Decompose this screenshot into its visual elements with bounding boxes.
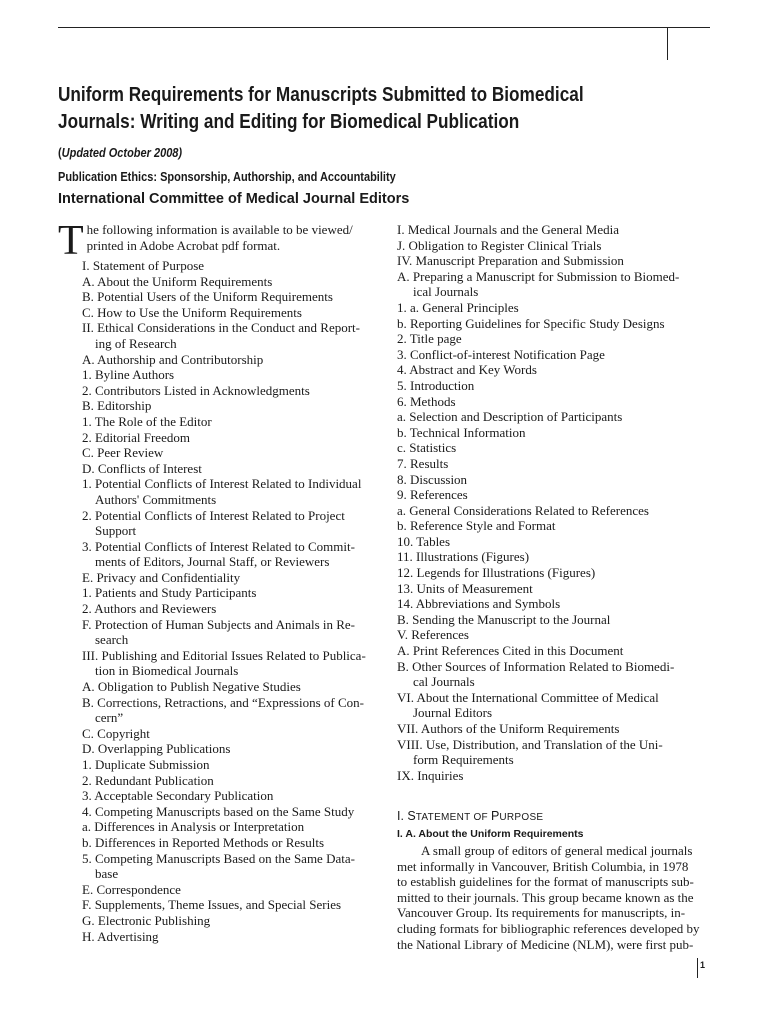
toc-item: III. Publishing and Editorial Issues Related to Publica- [82, 647, 366, 663]
toc-item: 2. Potential Conflicts of Interest Related to Project [82, 507, 345, 523]
toc-item: b. Technical Information [397, 424, 526, 440]
toc-item: 6. Methods [397, 393, 456, 409]
toc-item: 1. Byline Authors [82, 367, 175, 383]
toc-item: IX. Inquiries [397, 767, 464, 783]
toc-item: b. Reference Style and Format [397, 518, 556, 534]
toc-item-continued: search [95, 632, 129, 648]
toc-item: J. Obligation to Register Clinical Trials [397, 237, 602, 253]
header-rule-tick [667, 27, 668, 60]
toc-item: I. Medical Journals and the General Media [397, 222, 620, 237]
toc-item: C. Copyright [82, 725, 150, 741]
toc-item: IV. Manuscript Preparation and Submission [397, 253, 624, 269]
toc-item-continued: cal Journals [413, 674, 475, 690]
body-line: the National Library of Medicine (NLM), were first pub- [397, 936, 694, 952]
toc-item: 10. Tables [397, 533, 451, 549]
committee-name: International Committee of Medical Journal Editors [58, 191, 410, 207]
page-number: 1 [700, 960, 706, 970]
intro-line: printed in Adobe Acrobat pdf format. [86, 237, 281, 253]
toc-item: 4. Abstract and Key Words [397, 362, 537, 378]
toc-item: 1. Patients and Study Participants [82, 585, 257, 601]
section-heading: I. STATEMENT OF PURPOSE [397, 809, 544, 823]
toc-item: V. References [397, 627, 469, 643]
body-line: A small group of editors of general medical journals [421, 843, 693, 858]
toc-item: B. Other Sources of Information Related to Biomedi- [397, 658, 675, 674]
toc-item: B. Sending the Manuscript to the Journal [397, 611, 611, 627]
toc-item: VIII. Use, Distribution, and Translation of the Uni- [397, 736, 663, 752]
toc-item: VI. About the International Committee of Medical [397, 689, 659, 705]
body-paragraph [397, 843, 712, 952]
toc-item: I. Statement of Purpose [82, 258, 205, 273]
title-line: Journals: Writing and Editing for Biomedical Publication [58, 111, 520, 133]
toc-item: 3. Potential Conflicts of Interest Related to Commit- [82, 538, 355, 554]
toc-item: 2. Authors and Reviewers [82, 601, 217, 617]
toc-item: 2. Title page [397, 331, 462, 347]
toc-item: A. Obligation to Publish Negative Studies [82, 679, 301, 695]
toc-item: C. Peer Review [82, 445, 164, 461]
toc-item-continued: Journal Editors [413, 705, 493, 721]
body-line: to establish guidelines for the format of manuscripts sub- [397, 874, 694, 890]
header-rule [58, 27, 710, 28]
intro-paragraph [58, 218, 370, 264]
toc-item: 3. Acceptable Secondary Publication [82, 788, 274, 804]
title-line: Uniform Requirements for Manuscripts Submitted to Biomedical [58, 84, 584, 106]
updated-note: (Updated October 2008) [58, 146, 183, 160]
toc-item: B. Corrections, Retractions, and “Expressions of Con- [82, 694, 364, 710]
toc-item: a. General Considerations Related to References [397, 502, 649, 518]
toc-item: 2. Redundant Publication [82, 772, 214, 788]
toc-item: A. About the Uniform Requirements [82, 273, 273, 289]
toc-item: 1. Potential Conflicts of Interest Related to Individual [82, 476, 362, 492]
body-line: cluding formats for bibliographic references developed by [397, 920, 700, 936]
toc-item-continued: ing of Research [95, 335, 177, 351]
toc-item-continued: base [95, 866, 119, 882]
subsection-heading: I. A. About the Uniform Requirements [397, 828, 584, 840]
toc-item: A. Print References Cited in this Document [397, 643, 624, 659]
toc-item: 4. Competing Manuscripts based on the Same Study [82, 803, 355, 819]
toc-item: C. How to Use the Uniform Requirements [82, 304, 302, 320]
body-line: Vancouver Group. Its requirements for manuscripts, in- [397, 905, 686, 921]
toc-item: G. Electronic Publishing [82, 912, 211, 928]
document-title [58, 82, 712, 136]
toc-item: VII. Authors of the Uniform Requirements [397, 721, 620, 736]
toc-right-column [397, 222, 712, 783]
toc-item-continued: Authors' Commitments [95, 491, 217, 507]
toc-item: b. Differences in Reported Methods or Results [82, 834, 325, 850]
toc-item-continued: tion in Biomedical Journals [95, 663, 239, 679]
toc-item: A. Preparing a Manuscript for Submission to Biomed- [397, 268, 680, 284]
toc-item: B. Editorship [82, 398, 152, 414]
page-number-bar [697, 958, 698, 978]
toc-item: a. Selection and Description of Participants [397, 409, 623, 425]
toc-item-continued: ments of Editors, Journal Staff, or Reviewers [95, 554, 330, 570]
toc-item: 1. a. General Principles [397, 299, 519, 315]
toc-item: B. Potential Users of the Uniform Requirements [82, 289, 333, 305]
toc-item: 3. Conflict-of-interest Notification Page [397, 346, 605, 362]
toc-item: A. Authorship and Contributorship [82, 351, 264, 367]
toc-item: a. Differences in Analysis or Interpretation [82, 819, 305, 835]
toc-item: b. Reporting Guidelines for Specific Study Designs [397, 315, 665, 331]
toc-item: E. Privacy and Confidentiality [82, 569, 241, 585]
toc-item: D. Overlapping Publications [82, 741, 231, 757]
toc-item: 14. Abbreviations and Symbols [397, 596, 561, 612]
toc-item: 7. Results [397, 455, 449, 471]
toc-item-continued: cern” [95, 710, 124, 726]
toc-item: 5. Introduction [397, 377, 475, 393]
subtitle: Publication Ethics: Sponsorship, Authorship, and Accountability [58, 170, 396, 184]
toc-item-continued: form Requirements [413, 752, 514, 768]
toc-item: 9. References [397, 487, 468, 503]
body-line: mitted to their journals. This group became known as the [397, 889, 694, 905]
toc-item: 2. Editorial Freedom [82, 429, 190, 445]
toc-item-continued: ical Journals [413, 284, 479, 300]
toc-item: F. Protection of Human Subjects and Animals in Re- [82, 616, 356, 632]
drop-cap: T [58, 218, 84, 264]
toc-item: 13. Units of Measurement [397, 580, 533, 596]
toc-item: 8. Discussion [397, 471, 468, 487]
toc-item-continued: Support [95, 523, 137, 539]
toc-item: D. Conflicts of Interest [82, 460, 202, 476]
toc-item: 12. Legends for Illustrations (Figures) [397, 565, 596, 581]
toc-item: 2. Contributors Listed in Acknowledgments [82, 382, 310, 398]
body-line: met informally in Vancouver, British Columbia, in 1978 [397, 858, 689, 874]
toc-item: c. Statistics [397, 440, 457, 456]
toc-item: 1. The Role of the Editor [82, 413, 212, 429]
toc-item: 1. Duplicate Submission [82, 757, 210, 772]
toc-item: H. Advertising [82, 928, 159, 944]
intro-line: he following information is available to be viewed/ [86, 222, 353, 237]
toc-left-column [58, 218, 370, 944]
toc-item: 5. Competing Manuscripts Based on the Same Data- [82, 850, 355, 866]
toc-item: 11. Illustrations (Figures) [397, 549, 530, 565]
toc-item: II. Ethical Considerations in the Conduct and Report- [82, 320, 360, 336]
toc-item: E. Correspondence [82, 881, 181, 897]
toc-item: F. Supplements, Theme Issues, and Special Series [82, 897, 342, 913]
